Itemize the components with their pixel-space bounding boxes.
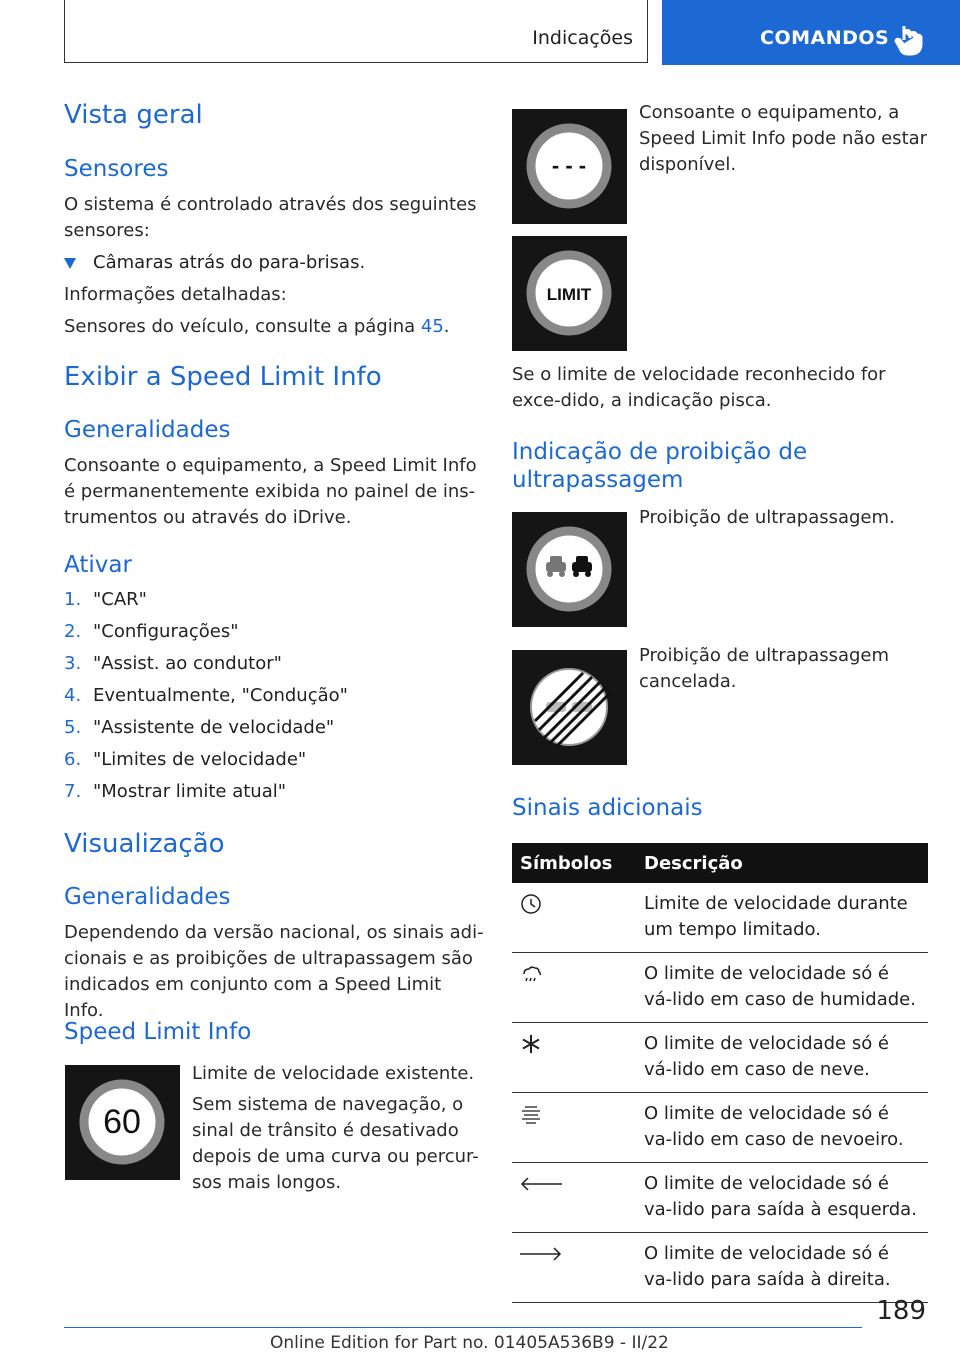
table-row [512, 883, 928, 953]
table-row [512, 1233, 928, 1303]
additional-signs-table [512, 843, 928, 1303]
description-cell: Limite de velocidade durante um tempo limitado. [636, 883, 928, 953]
info-label: Informações detalhadas: [64, 284, 287, 305]
step-item [64, 715, 484, 747]
limit-sign-icon [512, 236, 627, 351]
no-overtaking-text: Proibição de ultrapassagem. [639, 507, 895, 528]
sign-dashes-text: - - - [551, 153, 587, 178]
heading-sensores: Sensores [64, 156, 169, 182]
heading-speed-limit-info: Speed Limit Info [64, 1019, 252, 1045]
step-number: 1. [64, 589, 82, 610]
heading-proibicao: Indicação de proibição de ultrapassagem [512, 439, 808, 493]
step-text: Eventualmente, "Condução" [93, 685, 348, 706]
sensores-bullet-text: Câmaras atrás do para-brisas. [93, 252, 366, 273]
step-number: 6. [64, 749, 82, 770]
hand-pointer-icon [894, 22, 924, 56]
no-limit-sign-image [512, 109, 627, 224]
table-row [512, 1023, 928, 1093]
heading-sinais-adicionais: Sinais adicionais [512, 795, 703, 821]
step-item [64, 651, 484, 683]
sensores-bullet [64, 250, 513, 276]
sli-existing-text: Limite de velocidade existente. [192, 1063, 475, 1084]
clock-icon [518, 891, 544, 917]
symbol-cell [512, 1163, 636, 1233]
table-row [512, 1093, 928, 1163]
end-no-overtaking-text: Proibição de ultrapassagem cancelada. [639, 645, 890, 692]
table-header-simbolos: Símbolos [512, 843, 636, 883]
table-row [512, 1163, 928, 1233]
symbol-cell [512, 883, 636, 953]
header-section-label: Indicações [532, 27, 633, 49]
footer-divider [64, 1327, 862, 1328]
heading-generalidades-1: Generalidades [64, 417, 231, 443]
description-cell: O limite de velocidade só é va-lido para saída à esquerda. [636, 1163, 928, 1233]
sensores-text: O sistema é controlado através dos seguintes sensores: [64, 194, 477, 241]
fog-icon [518, 1101, 544, 1127]
step-number: 2. [64, 621, 82, 642]
heading-vista-geral: Vista geral [64, 100, 203, 130]
description-cell: O limite de velocidade só é vá-lido em caso de neve. [636, 1023, 928, 1093]
page-number: 189 [876, 1296, 926, 1326]
symbol-cell [512, 1093, 636, 1163]
step-item [64, 779, 484, 811]
step-number: 4. [64, 685, 82, 706]
step-text: "Configurações" [93, 621, 239, 642]
info-reference [64, 314, 450, 340]
heading-visualizacao: Visualização [64, 829, 225, 859]
symbol-cell [512, 1233, 636, 1303]
page-link-45[interactable]: 45 [420, 316, 444, 337]
dashes-sign-icon [512, 109, 627, 224]
end-no-overtaking-icon [512, 650, 627, 765]
sign-60-text: 60 [103, 1103, 141, 1141]
heading-generalidades-2: Generalidades [64, 884, 231, 910]
dash-sign-text: Consoante o equipamento, a Speed Limit Info pode não estar disponível. [639, 102, 928, 175]
arrow-right-icon [518, 1241, 564, 1267]
limit-sign-image [512, 236, 627, 351]
step-item [64, 683, 484, 715]
step-item [64, 619, 484, 651]
sign-limit-text: LIMIT [546, 285, 592, 304]
bullet-triangle-icon [64, 258, 76, 269]
table-row [512, 953, 928, 1023]
speed-limit-60-sign [65, 1065, 180, 1180]
end-no-overtaking-sign-image [512, 650, 627, 765]
step-item [64, 747, 484, 779]
step-number: 3. [64, 653, 82, 674]
table-header-row [512, 843, 928, 883]
info-ref-end: . [443, 316, 450, 337]
exceeded-text: Se o limite de velocidade reconhecido for exce-dido, a indicação pisca. [512, 364, 886, 411]
step-item [64, 587, 484, 619]
ativar-steps [64, 587, 484, 811]
info-ref-text: Sensores do veículo, consulte a página [64, 316, 421, 337]
no-overtaking-sign-image [512, 512, 627, 627]
header-chapter-tab[interactable] [662, 0, 960, 65]
generalidades-1-text: Consoante o equipamento, a Speed Limit Info é permanentemente exibida no painel de ins-trumentos ou através do iDrive. [64, 455, 477, 528]
footer-edition: Online Edition for Part no. 01405A536B9 - II/22 [270, 1333, 669, 1353]
header-section-box [64, 0, 648, 63]
table-header-descricao: Descrição [636, 843, 928, 883]
step-number: 7. [64, 781, 82, 802]
step-number: 5. [64, 717, 82, 738]
no-overtaking-icon [512, 512, 627, 627]
description-cell: O limite de velocidade só é va-lido para saída à direita. [636, 1233, 928, 1303]
sli-no-nav-text: Sem sistema de navegação, o sinal de trânsito é desativado depois de uma curva ou percur-sos mais longos. [192, 1094, 479, 1193]
step-text: "Assist. ao condutor" [93, 653, 282, 674]
rain-cloud-icon [518, 961, 544, 987]
step-text: "CAR" [93, 589, 147, 610]
snowflake-icon [518, 1031, 544, 1057]
header-chapter-label: COMANDOS [760, 27, 890, 49]
step-text: "Assistente de velocidade" [93, 717, 335, 738]
step-text: "Mostrar limite atual" [93, 781, 287, 802]
symbol-cell [512, 953, 636, 1023]
step-text: "Limites de velocidade" [93, 749, 307, 770]
heading-ativar: Ativar [64, 552, 132, 578]
speed-sign-60-icon [65, 1065, 180, 1180]
arrow-left-icon [518, 1171, 564, 1197]
generalidades-2-text: Dependendo da versão nacional, os sinais adi-cionais e as proibições de ultrapassagem são indicados em conjunto com a Speed Limit Info. [64, 922, 484, 1021]
description-cell: O limite de velocidade só é va-lido em caso de nevoeiro. [636, 1093, 928, 1163]
symbol-cell [512, 1023, 636, 1093]
heading-exibir: Exibir a Speed Limit Info [64, 362, 382, 392]
description-cell: O limite de velocidade só é vá-lido em caso de humidade. [636, 953, 928, 1023]
